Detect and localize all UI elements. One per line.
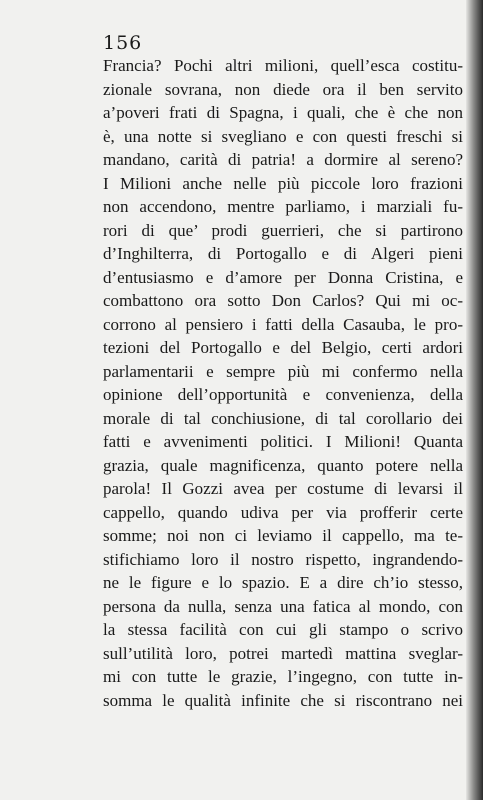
page-edge (466, 0, 483, 800)
text-line: Francia? Pochi altri milioni, quell’esca costitu- (103, 56, 463, 75)
text-line: la stessa facilità con cui gli stampo o scrivo (103, 620, 463, 639)
text-line: sull’utilità loro, potrei martedì mattina sveglar- (103, 643, 463, 663)
text-line: a’poveri frati di Spagna, i quali, che è che non (103, 103, 463, 122)
text-line: somme; noi non ci leviamo il cappello, ma te- (103, 526, 463, 545)
text-line: grazia, quale magnificenza, quanto potere nella (103, 455, 463, 475)
text-line: rori di que’ prodi guerrieri, che si partirono (103, 220, 463, 240)
text-line: non accendono, mentre parliamo, i marziali fu- (103, 197, 463, 216)
text-line: d’Inghilterra, di Portogallo e di Algeri pieni (103, 244, 463, 263)
text-line: opinione dell’opportunità e convenienza, della (103, 385, 463, 404)
text-line: tezioni del Portogallo e del Belgio, certi ardori (103, 338, 463, 357)
text-line: somma le qualità infinite che si riscontrano nei (103, 690, 463, 710)
text-line: stifichiamo loro il nostro rispetto, ingrandendo- (103, 549, 463, 569)
text-line: persona da nulla, senza una fatica al mondo, con (103, 596, 463, 616)
text-line: parola! Il Gozzi avea per costume di levarsi il (103, 479, 463, 498)
text-line: I Milioni anche nelle più piccole loro frazioni (103, 173, 463, 193)
text-line: fatti e avvenimenti politici. I Milioni! Quanta (103, 432, 463, 451)
text-line: mi con tutte le grazie, l’ingegno, con tutte in- (103, 667, 463, 686)
text-line: parlamentarii e sempre più mi confermo nella (103, 361, 463, 381)
text-line: corrono al pensiero i fatti della Casauba, le pro- (103, 314, 463, 334)
text-line: zionale sovrana, non diede ora il ben servito (103, 79, 463, 99)
body-text (103, 54, 463, 712)
text-line: ne le figure e lo spazio. E a dire ch’io stesso, (103, 573, 463, 592)
text-line: combattono ora sotto Don Carlos? Qui mi oc- (103, 291, 463, 310)
page-number: 156 (103, 32, 143, 54)
text-line: cappello, quando udiva per via profferir certe (103, 502, 463, 522)
text-line: morale di tal conchiusione, di tal corollario dei (103, 408, 463, 428)
text-line: è, una notte si svegliano e con questi freschi si (103, 126, 463, 146)
text-line: d’entusiasmo e d’amore per Donna Cristina, e (103, 267, 463, 287)
text-line: mandano, carità di patria! a dormire al sereno? (103, 150, 463, 169)
